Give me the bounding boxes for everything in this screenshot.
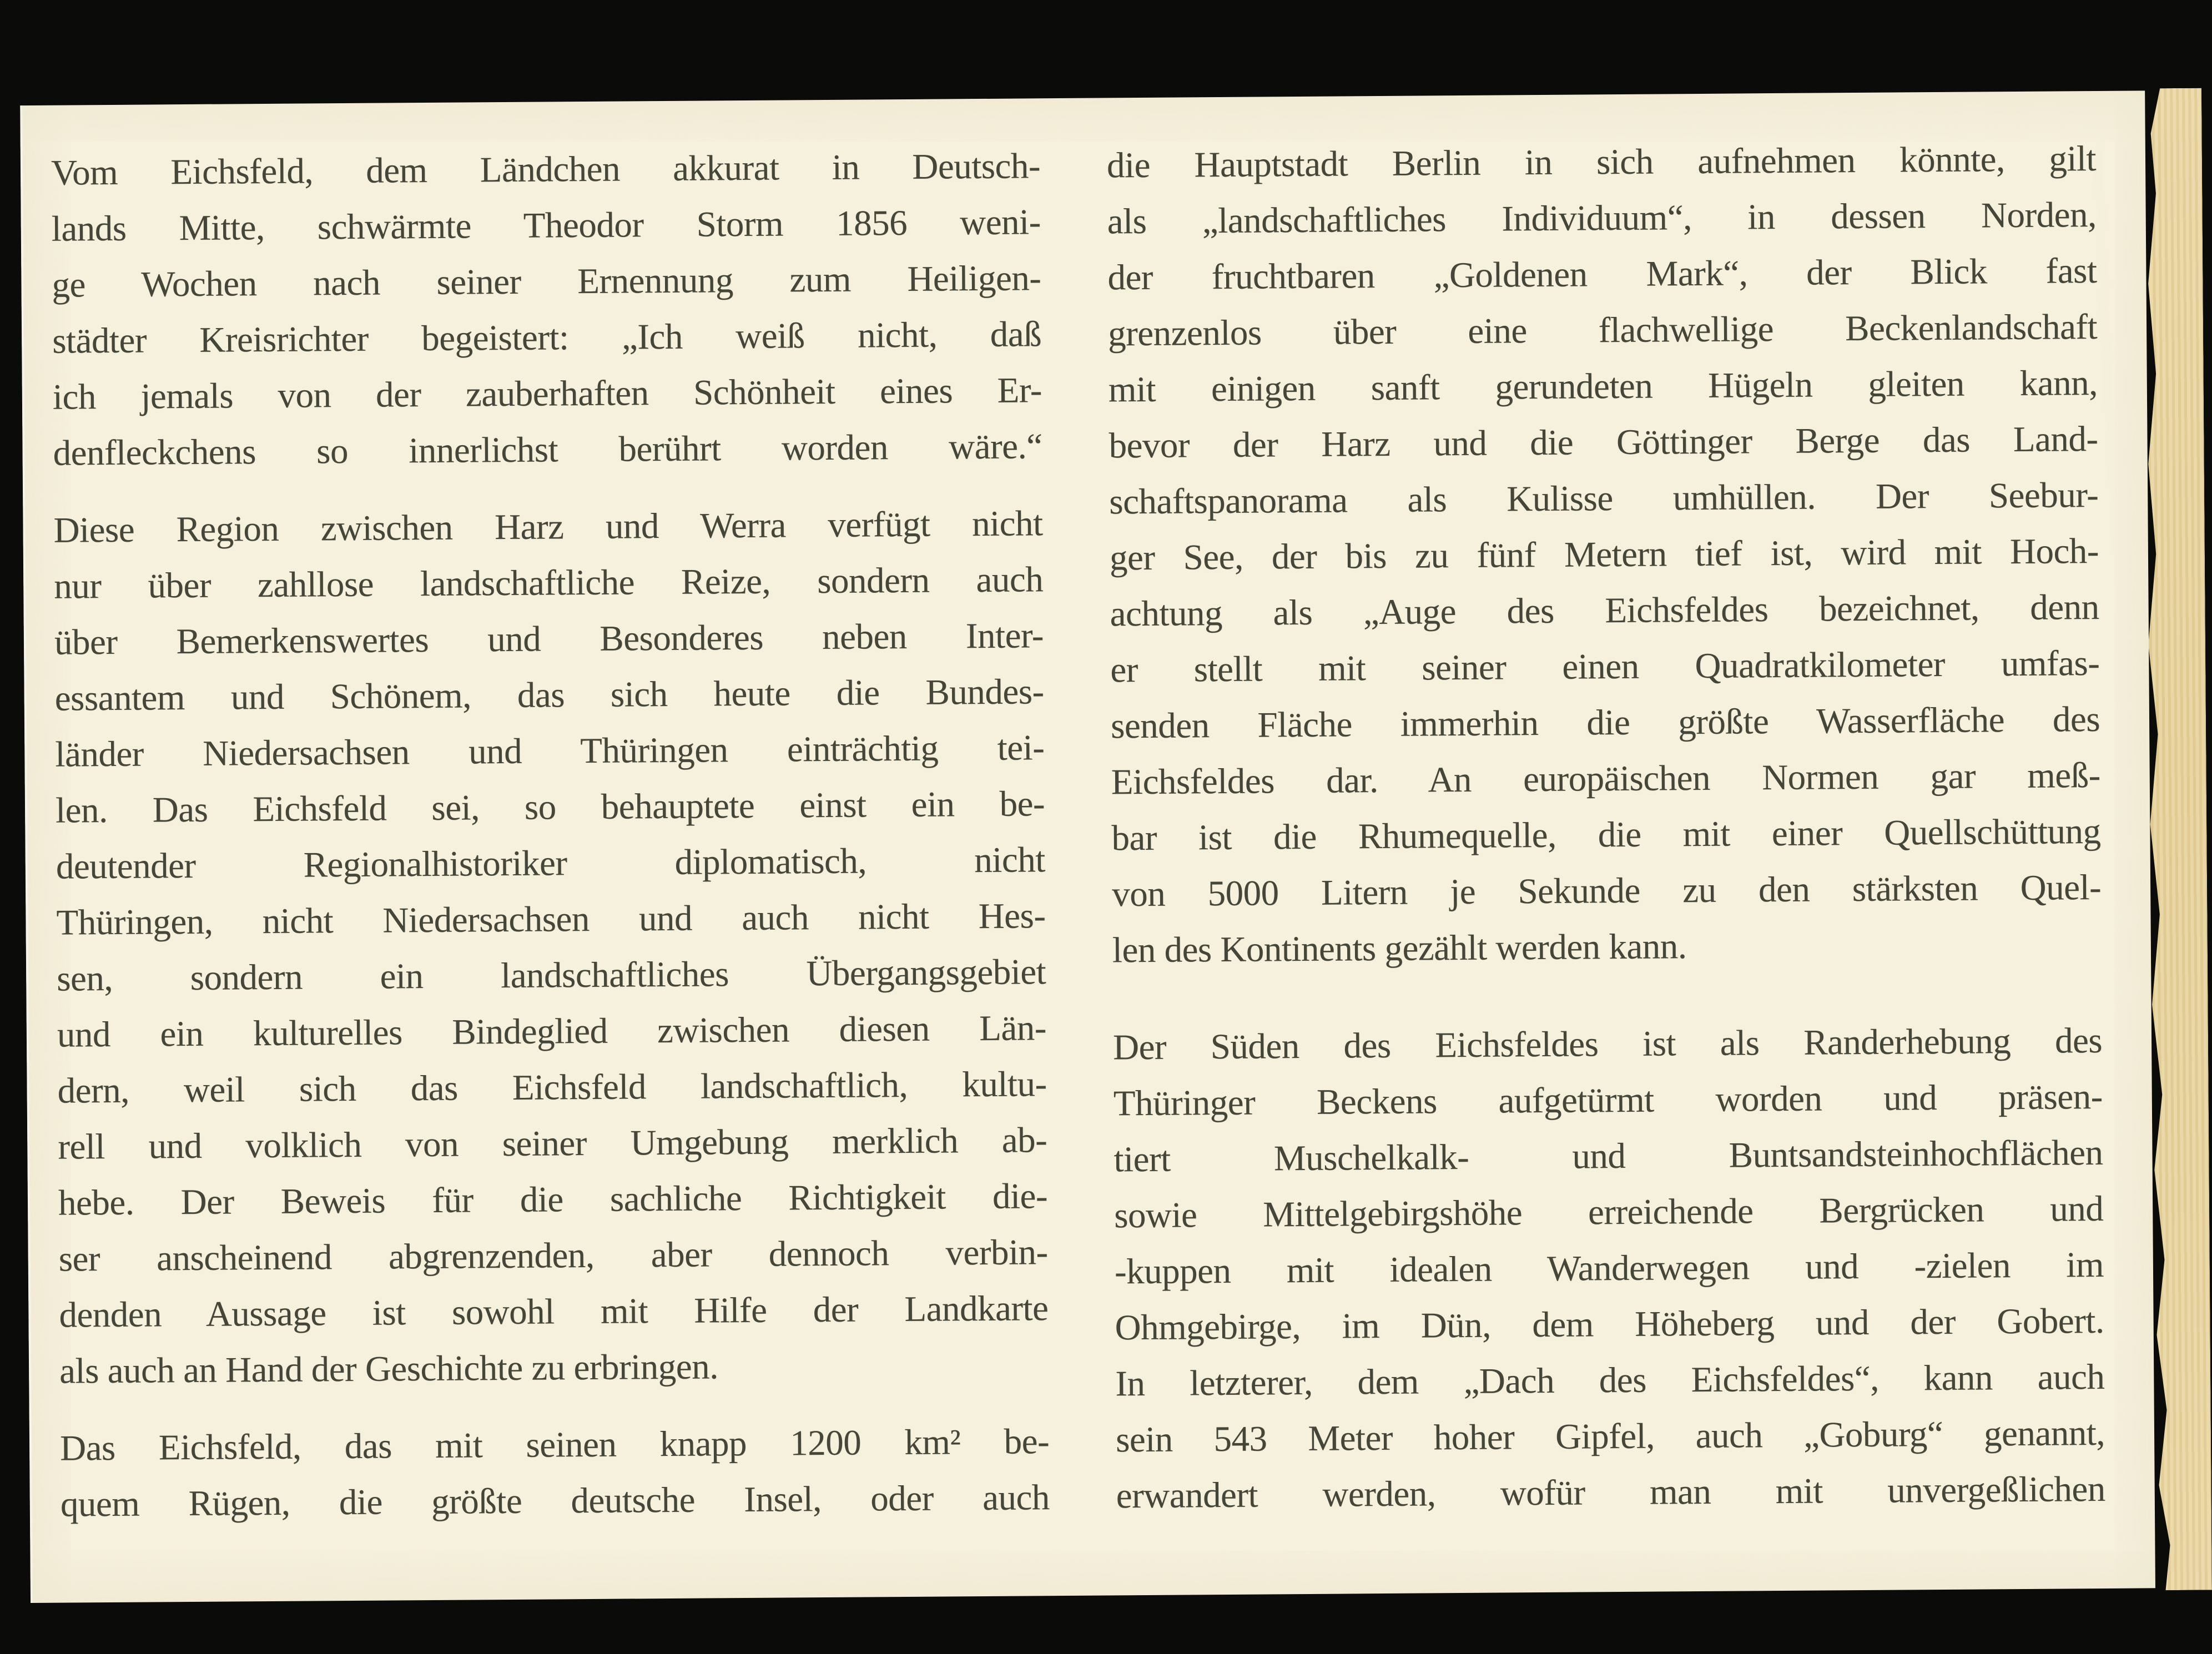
text-line: als auch an Hand der Geschichte zu erbringen. [59, 1347, 719, 1391]
text-line: bevor der Harz und die Göttinger Berge das Land- [1108, 418, 2098, 466]
text-line: lands Mitte, schwärmte Theodor Storm 1856 weni- [51, 202, 1041, 249]
text-column-left [51, 138, 1050, 1532]
text-line: länder Niedersachsen und Thüringen einträchtig tei- [55, 728, 1045, 775]
book-page [20, 90, 2155, 1603]
text-line: städter Kreisrichter begeistert: „Ich weiß nicht, daß [52, 314, 1042, 361]
paragraph [53, 496, 1049, 1399]
text-line: essantem und Schönem, das sich heute die Bundes- [54, 672, 1044, 719]
text-line: tiert Muschelkalk- und Buntsandsteinhochflächen [1113, 1132, 2103, 1180]
text-line: er stellt mit seiner einen Quadratkilometer umfas- [1110, 643, 2100, 690]
text-line: len. Das Eichsfeld sei, so behauptete einst ein be- [55, 784, 1045, 831]
text-line: quem Rügen, die größte deutsche Insel, oder auch [60, 1477, 1050, 1525]
paragraph [51, 138, 1042, 481]
text-line: dern, weil sich das Eichsfeld landschaftlich, kultu- [57, 1064, 1047, 1111]
text-line: len des Kontinents gezählt werden kann. [1112, 926, 1687, 971]
text-line: Ohmgebirge, im Dün, dem Höheberg und der Gobert. [1115, 1300, 2104, 1348]
text-line: denfleckchens so innerlichst berührt worden wäre.“ [53, 426, 1042, 473]
text-line: ser anscheinend abgrenzenden, aber dennoch verbin- [58, 1232, 1048, 1279]
text-line: Eichsfeldes dar. An europäischen Normen gar meß- [1111, 755, 2100, 803]
text-line: ich jemals von der zauberhaften Schönheit eines Er- [52, 370, 1042, 417]
text-line: der fruchtbaren „Goldenen Mark“, der Blick fast [1107, 250, 2097, 298]
text-line: sowie Mittelgebirgshöhe erreichende Bergrücken und [1113, 1188, 2104, 1236]
paragraph [1113, 1013, 2105, 1524]
text-line: mit einigen sanft gerundeten Hügeln gleiten kann, [1108, 362, 2098, 410]
text-line: sen, sondern ein landschaftliches Übergangsgebiet [56, 952, 1046, 999]
text-line: Diese Region zwischen Harz und Werra verfügt nicht [53, 503, 1043, 551]
text-line: die Hauptstadt Berlin in sich aufnehmen könnte, gilt [1106, 138, 2097, 186]
text-line: deutender Regionalhistoriker diplomatisch, nicht [56, 840, 1046, 887]
text-line: von 5000 Litern je Sekunde zu den stärksten Quel- [1111, 867, 2102, 915]
text-line: und ein kulturelles Bindeglied zwischen diesen Län- [57, 1008, 1047, 1055]
text-line: grenzenlos über eine flachwellige Beckenlandschaft [1107, 306, 2098, 354]
text-line: über Bemerkenswertes und Besonderes neben Inter- [54, 616, 1044, 663]
text-line: nur über zahllose landschaftliche Reize, sondern auch [54, 559, 1044, 607]
text-line: hebe. Der Beweis für die sachliche Richtigkeit die- [58, 1176, 1048, 1223]
text-line: Der Süden des Eichsfeldes ist als Randerhebung des [1112, 1020, 2103, 1068]
text-line: Thüringen, nicht Niedersachsen und auch nicht Hes- [56, 896, 1046, 943]
text-line: ger See, der bis zu fünf Metern tief ist, wird mit Hoch- [1109, 531, 2099, 578]
text-line: sein 543 Meter hoher Gipfel, auch „Goburg“ genannt, [1115, 1413, 2105, 1460]
paragraph [60, 1414, 1050, 1532]
text-line: Vom Eichsfeld, dem Ländchen akkurat in Deutsch- [51, 146, 1041, 193]
text-line: als „landschaftliches Individuum“, in dessen Norden, [1107, 194, 2097, 242]
paragraph [1107, 131, 2102, 979]
text-line: achtung als „Auge des Eichsfeldes bezeichnet, denn [1110, 587, 2099, 634]
text-line: bar ist die Rhumequelle, die mit einer Quellschüttung [1111, 811, 2101, 859]
text-column-right [1107, 131, 2105, 1524]
text-line: erwandert werden, wofür man mit unvergeßlichen [1116, 1469, 2105, 1516]
text-line: In letzterer, dem „Dach des Eichsfeldes“, kann auch [1115, 1357, 2105, 1404]
text-line: -kuppen mit idealen Wanderwegen und -zielen im [1114, 1244, 2104, 1292]
text-line: Das Eichsfeld, das mit seinen knapp 1200 km² be- [59, 1421, 1050, 1469]
text-line: denden Aussage ist sowohl mit Hilfe der Landkarte [59, 1288, 1049, 1335]
text-line: senden Fläche immerhin die größte Wasserfläche des [1110, 699, 2100, 747]
text-line: ge Wochen nach seiner Ernennung zum Heiligen- [52, 258, 1041, 305]
text-line: Thüringer Beckens aufgetürmt worden und präsen- [1113, 1076, 2103, 1124]
text-line: schaftspanorama als Kulisse umhüllen. Der Seebur- [1109, 475, 2099, 522]
text-line: rell und volklich von seiner Umgebung merklich ab- [58, 1120, 1047, 1167]
